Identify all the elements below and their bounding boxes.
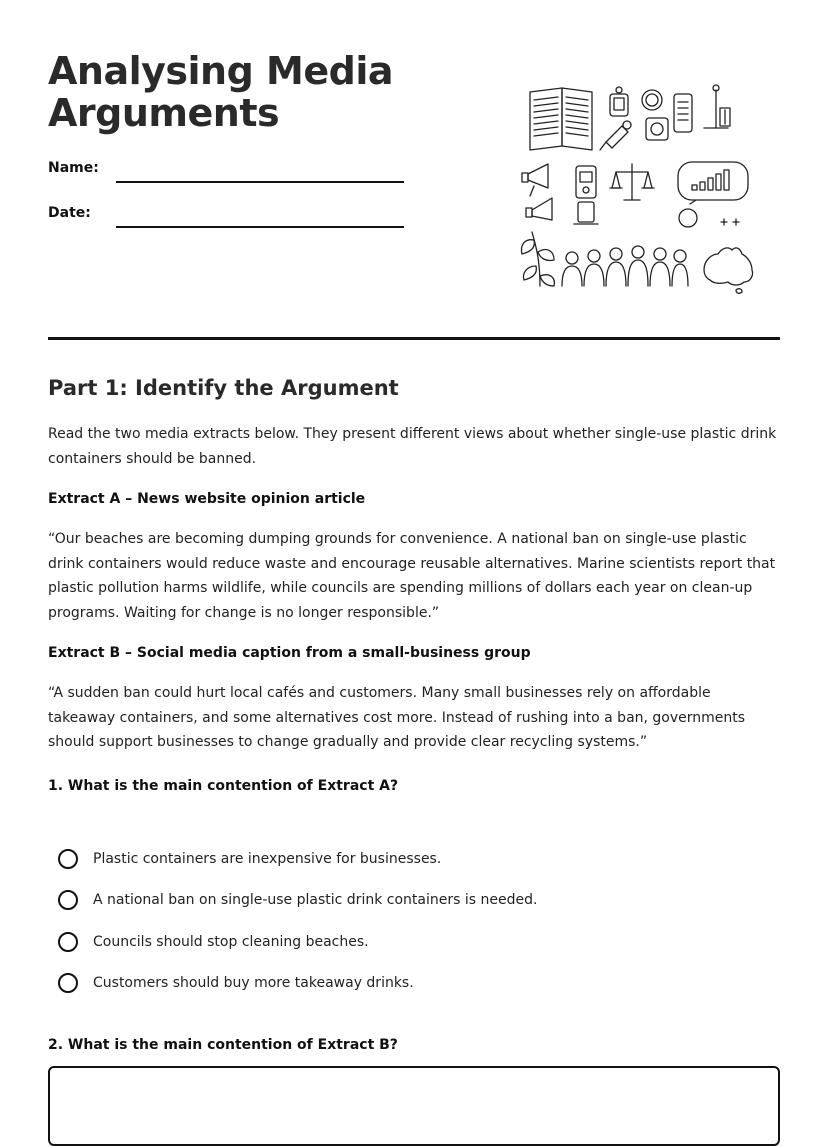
name-line[interactable] bbox=[116, 181, 404, 183]
date-field[interactable] bbox=[48, 205, 408, 233]
name-field[interactable] bbox=[48, 160, 408, 188]
question-1-prompt: 1. What is the main contention of Extract A? bbox=[48, 778, 399, 794]
scales-icon bbox=[610, 164, 654, 200]
date-label: Date: bbox=[48, 205, 91, 221]
name-label: Name: bbox=[48, 160, 99, 176]
question-2-answer-box[interactable] bbox=[48, 1066, 780, 1146]
question-2-prompt: 2. What is the main contention of Extract B? bbox=[48, 1037, 398, 1053]
option-label: Plastic containers are inexpensive for businesses. bbox=[93, 850, 442, 867]
megaphone-icon bbox=[522, 164, 552, 220]
microphone-icon bbox=[600, 121, 631, 150]
page-title: Analysing Media Arguments bbox=[48, 49, 393, 135]
phone-icon bbox=[610, 87, 628, 116]
radio-button[interactable] bbox=[58, 849, 78, 869]
tablet-icon bbox=[674, 94, 692, 132]
plant-icon bbox=[522, 232, 555, 286]
extract-a-text: “Our beaches are becoming dumping grounds for convenience. A national ban on single-use plastic drink containers would reduce waste and encourage reusable alternatives. Marine scientists report that plastic pollution harms wildlife, while councils are spending millions of dollars each year on clean-up programs. Waiting for change is no longer responsible.” bbox=[48, 531, 776, 621]
record-icon bbox=[642, 90, 668, 140]
option-label: Councils should stop cleaning beaches. bbox=[93, 933, 369, 950]
radio-button[interactable] bbox=[58, 932, 78, 952]
header-divider bbox=[48, 337, 780, 340]
part1-intro: Read the two media extracts below. They present different views about whether single-use plastic drink containers should be banned. bbox=[48, 426, 777, 467]
radio-button[interactable] bbox=[58, 890, 78, 910]
option-c[interactable] bbox=[58, 921, 758, 963]
question-1-options bbox=[58, 838, 758, 1004]
media-illustration bbox=[518, 80, 768, 300]
option-b[interactable] bbox=[58, 880, 758, 922]
worksheet-page bbox=[48, 0, 780, 1118]
chart-bubble-icon bbox=[678, 162, 748, 227]
newspaper-icon bbox=[530, 88, 592, 150]
option-label: Customers should buy more takeaway drinks. bbox=[93, 975, 414, 992]
option-label: A national ban on single-use plastic drink containers is needed. bbox=[93, 892, 538, 909]
extract-b-heading: Extract B – Social media caption from a small-business group bbox=[48, 645, 531, 661]
date-line[interactable] bbox=[116, 226, 404, 228]
part1-title: Part 1: Identify the Argument bbox=[48, 376, 399, 400]
extract-a-heading: Extract A – News website opinion article bbox=[48, 491, 366, 507]
ballot-device-icon bbox=[574, 166, 598, 224]
people-icon bbox=[562, 246, 688, 286]
extract-b-text: “A sudden ban could hurt local cafés and customers. Many small businesses rely on affordable takeaway containers, and some alternatives cost more. Instead of rushing into a ban, governments should support businesses to change gradually and provide clear recycling systems.” bbox=[48, 685, 746, 750]
option-d[interactable] bbox=[58, 963, 758, 1005]
australia-map-icon bbox=[704, 248, 753, 293]
antenna-icon bbox=[704, 85, 730, 128]
radio-button[interactable] bbox=[58, 973, 78, 993]
option-a[interactable] bbox=[58, 838, 758, 880]
